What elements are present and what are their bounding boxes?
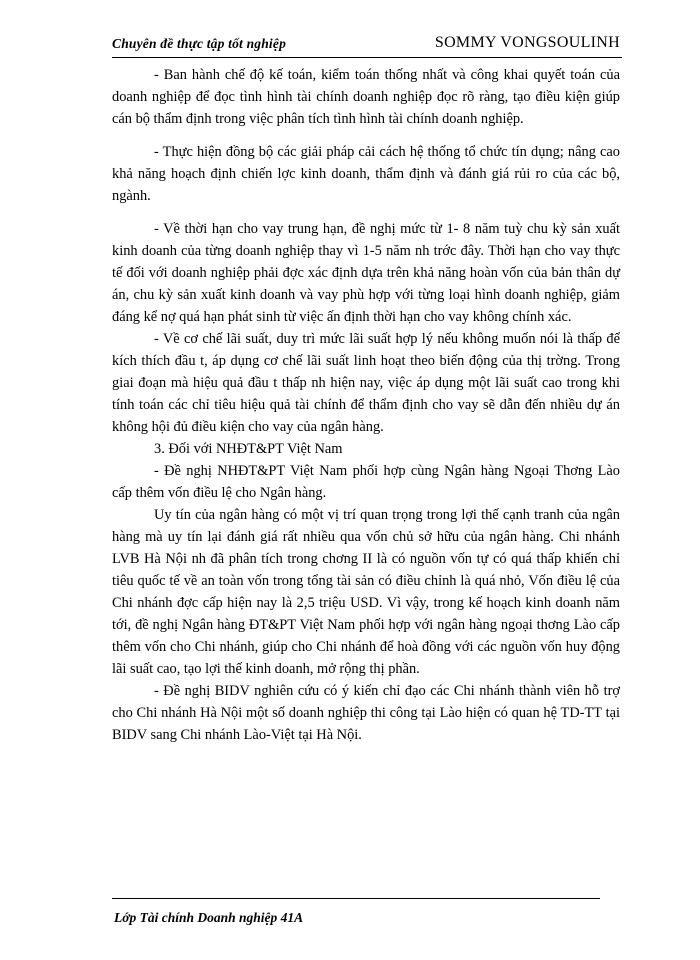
- paragraph-reputation: Uy tín của ngân hàng có một vị trí quan trọng trong lợi thế cạnh tranh của ngân hàng mà uy tín lại đánh giá rất nhiều qua vốn chủ sở hữu của ngân hàng. Chi nhánh LVB Hà Nội nh đã phân tích trong chơng II là có nguồn vốn tự có quá thấp khiến chỉ tiêu quốc tế về an toàn vốn trong tổng tài sản có điều chỉnh là quá nhỏ, Vốn điều lệ của Chi nhánh đợc cấp hiện nay là 2,5 triệu USD. Vì vậy, trong kế hoạch kinh doanh năm tới, đề nghị Ngân hàng ĐT&PT Việt Nam phối hợp với ngân hàng ngoại thơng Lào cấp thêm vốn cho Chi nhánh, giúp cho Chi nhánh để hoà đồng với các nguồn vốn huy động lãi suất cao, tạo lợi thế kinh doanh, mở rộng thị phần.: [112, 507, 620, 677]
- paragraph-bidv-proposal: - Đề nghị BIDV nghiên cứu có ý kiến chỉ đạo các Chi nhánh thành viên hỗ trợ cho Chi nhánh Hà Nội một số doanh nghiệp thi công tại Lào hiện có quan hệ TD-TT tại BIDV sang Chi nhánh Lào-Việt tại Hà Nội.: [112, 683, 620, 743]
- paragraph-accounting: - Ban hành chế độ kế toán, kiểm toán thống nhất và công khai quyết toán của doanh nghiệp để đọc tình hình tài chính doanh nghiệp đọc rõ ràng, tạo điều kiện giúp cán bộ thẩm định trong việc phân tích tình hình tài chính doanh nghiệp.: [112, 67, 620, 127]
- header-author: SOMMY VONGSOULINH: [434, 34, 620, 51]
- paragraph-capital-proposal: - Đề nghị NHĐT&PT Việt Nam phối hợp cùng Ngân hàng Ngoại Thơng Lào cấp thêm vốn điều lệ cho Ngân hàng.: [112, 463, 620, 501]
- section-heading: 3. Đối với NHĐT&PT Việt Nam: [154, 441, 343, 457]
- paragraph-interest-rate: - Về cơ chế lãi suất, duy trì mức lãi suất hợp lý nếu không muốn nói là thấp để kích thích đầu t, áp dụng cơ chế lãi suất linh hoạt theo biến động của thị trờng. Trong giai đoạn mà hiệu quả đầu t thấp nh hiện nay, việc áp dụng một lãi suất cao trong khi tính toán các chỉ tiêu hiệu quả tài chính để thẩm định cho vay sẽ dẫn đến nhiều dự án không hội đủ điều kiện cho vay của ngân hàng.: [112, 331, 620, 435]
- header-rule: [112, 57, 622, 58]
- paragraph-credit-reform: - Thực hiện đồng bộ các giải pháp cải cách hệ thống tổ chức tín dụng; nâng cao khả năng hoạch định chiến lợc kinh doanh, thẩm định và đánh giá rủi ro của các bộ, ngành.: [112, 144, 620, 204]
- footer-rule: [112, 898, 600, 899]
- document-body: [112, 64, 620, 746]
- paragraph-loan-term: - Về thời hạn cho vay trung hạn, đề nghị mức từ 1- 8 năm tuỳ chu kỳ sản xuất kinh doanh của từng doanh nghiệp thay vì 1-5 năm nh trớc đây. Thời hạn cho vay thực tế đối với doanh nghiệp phải đợc xác định dựa trên khả năng hoàn vốn của bản thân dự án, chu kỳ sản xuất kinh doanh và vay phù hợp với từng loại hình doanh nghiệp, giảm đáng kể nợ quá hạn phát sinh từ việc ấn định thời hạn cho vay không chính xác.: [112, 221, 620, 325]
- header-title: Chuyên đề thực tập tốt nghiệp: [112, 36, 287, 51]
- page-header: [112, 34, 622, 58]
- page-footer: Lớp Tài chính Doanh nghiệp 41A: [114, 910, 304, 925]
